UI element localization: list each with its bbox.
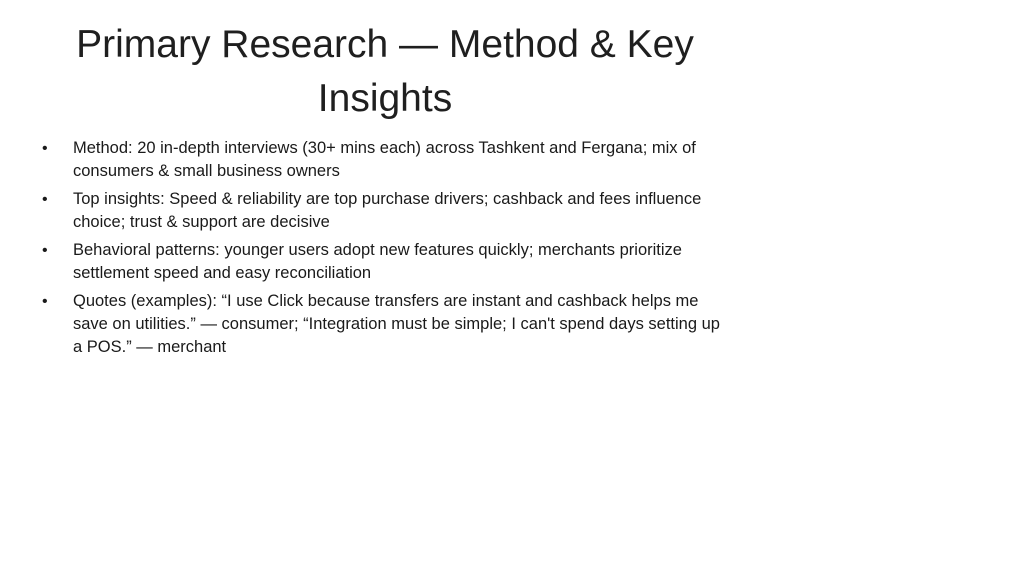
- bullet-text: Method: 20 in-depth interviews (30+ mins each) across Tashkent and Fergana; mix of consumers & small business owners: [73, 139, 696, 180]
- bullet-text: Top insights: Speed & reliability are top purchase drivers; cashback and fees influence choice; trust & support are decisive: [73, 190, 702, 231]
- bullet-dot-icon: •: [42, 242, 48, 259]
- bullet-dot-icon: •: [42, 140, 48, 157]
- bullet-list: [40, 137, 730, 364]
- bullet-item-top-insights: [40, 188, 730, 234]
- bullet-text: Quotes (examples): “I use Click because transfers are instant and cashback helps me save on utilities.” — consumer; “Integration must be simple; I can't spend days setting up a POS.” — merchant: [73, 292, 720, 356]
- slide-title: Primary Research — Method & Key Insights: [76, 23, 694, 120]
- bullet-item-behavioral-patterns: [40, 239, 730, 285]
- bullet-dot-icon: •: [42, 293, 48, 310]
- bullet-dot-icon: •: [42, 191, 48, 208]
- bullet-text: Behavioral patterns: younger users adopt new features quickly; merchants prioritize settlement speed and easy reconciliation: [73, 241, 682, 282]
- bullet-item-method: [40, 137, 730, 183]
- bullet-item-quotes: [40, 290, 730, 359]
